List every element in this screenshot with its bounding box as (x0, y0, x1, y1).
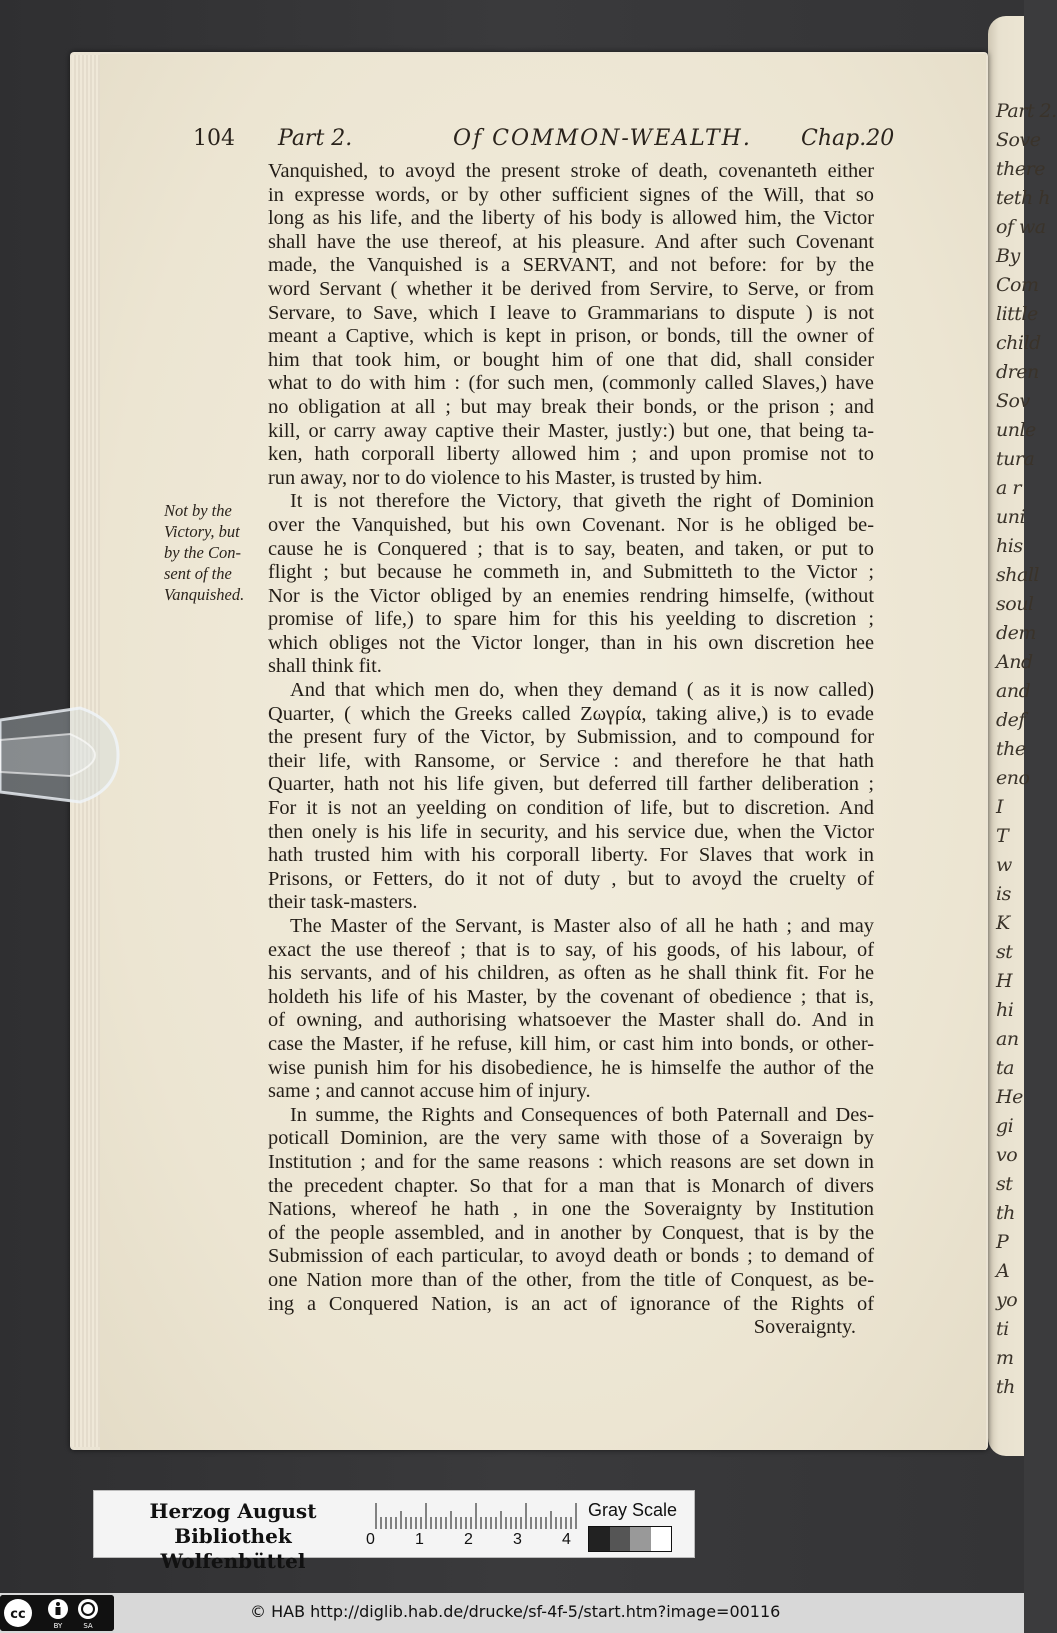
margin-note (164, 500, 260, 605)
facing-page-fragment: By (996, 245, 1020, 267)
text-line: in expresse words, or by other sufficient signes of the Will, that so (268, 183, 874, 206)
facing-page-text (996, 100, 1057, 1420)
ruler-number: 4 (562, 1531, 571, 1548)
text-line: promise of life,) to spare him for this his yeelding to discretion ; (268, 608, 874, 631)
facing-page-fragment: tura (996, 448, 1035, 470)
library-color-scale (93, 1490, 695, 1573)
text-line: case the Master, if he refuse, kill him, or cast him into bonds, or other- (268, 1032, 874, 1055)
facing-page-fragment: gi (996, 1115, 1014, 1137)
gray-swatch (630, 1527, 651, 1551)
copyright-url[interactable]: © HAB http://diglib.hab.de/drucke/sf-4f-5/start.htm?image=00116 (250, 1602, 781, 1621)
facing-page-fragment: T (996, 825, 1009, 847)
text-line: meant a Captive, which is kept in prison, or bonds, till the owner of (268, 325, 874, 348)
text-line: the precedent chapter. So that for a man that is Monarch of divers (268, 1174, 874, 1197)
book-title: Of COMMON-WEALTH. (453, 126, 752, 151)
gray-scale-label: Gray Scale (588, 1500, 678, 1520)
text-line: same ; and cannot accuse him of injury. (268, 1080, 591, 1103)
facing-page-fragment: dem (996, 622, 1036, 644)
facing-page-fragment: child (996, 332, 1041, 354)
text-line: ken, hath corporall liberty allowed him ; and upon promise not to (268, 443, 874, 466)
text-line: no obligation at all ; but may break their bonds, or the prison ; and (268, 395, 874, 418)
cc-by-sa-icon[interactable] (0, 1595, 114, 1631)
facing-page-fragment: st (996, 941, 1013, 963)
text-line: their life, with Ransome, or Service : and therefore he that hath (268, 749, 874, 772)
text-line: For it is not an yeelding on condition of life, but to discretion. And (268, 797, 874, 820)
part-label: Part 2. (278, 126, 353, 151)
facing-page-fragment: ti (996, 1318, 1009, 1340)
facing-page-fragment: ta (996, 1057, 1014, 1079)
svg-text:BY: BY (53, 1622, 63, 1630)
text-line: exact the use thereof ; that is to say, of his goods, of his labour, of (268, 938, 874, 961)
facing-page-fragment: uni (996, 506, 1026, 528)
text-line: Quarter, hath not his life given, but deferred till farther deliberation ; (268, 773, 874, 796)
facing-page-fragment: Sov (996, 390, 1030, 412)
margin-note-line: sent of the (164, 564, 232, 583)
text-line: made, the Vanquished is a SERVANT, and not before: for by the (268, 254, 874, 277)
margin-note-line: Not by the (164, 501, 232, 520)
text-line: It is not therefore the Victory, that giveth the right of Dominion (290, 490, 874, 513)
text-line: Prisons, or Fetters, do it not of duty , but to avoyd the cruelty of (268, 867, 874, 890)
page-clip (0, 700, 122, 810)
facing-page-fragment: He (996, 1086, 1023, 1108)
facing-page-fragment: Com (996, 274, 1039, 296)
facing-page-fragment: And (996, 651, 1033, 673)
text-line: over the Vanquished, but his own Covenant. Nor is he obliged be- (268, 513, 874, 536)
facing-page-fragment: H (996, 970, 1013, 992)
text-line: word Servant ( whether it be derived from Servire, to Serve, or from (268, 277, 874, 300)
text-line: holdeth his life of his Master, by the covenant of obedience ; that is, (268, 985, 874, 1008)
text-line: of the people assembled, and in another by Conquest, that is by the (268, 1221, 874, 1244)
margin-note-line: by the Con- (164, 543, 241, 562)
text-line: shall have the use thereof, at his pleasure. And after such Covenant (268, 230, 874, 253)
facing-page-fragment: teth h (996, 187, 1051, 209)
facing-page-fragment: Part 2. (996, 100, 1057, 122)
text-line: Vanquished, to avoyd the present stroke of death, covenanteth either (268, 160, 874, 182)
body-text (268, 160, 874, 1340)
ruler (372, 1501, 582, 1529)
margin-note-line: Victory, but (164, 522, 240, 541)
facing-page-fragment: is (996, 883, 1011, 905)
facing-page-fragment: and (996, 680, 1031, 702)
facing-page-fragment: vo (996, 1144, 1018, 1166)
facing-page-fragment: K (996, 912, 1010, 934)
text-line: cause he is Conquered ; that is to say, beaten, and taken, or put to (268, 537, 874, 560)
facing-page-fragment: there (996, 158, 1045, 180)
library-name-line1: Herzog August Bibliothek (149, 1499, 317, 1548)
running-head (193, 126, 895, 156)
text-line: In summe, the Rights and Consequences of both Paternall and Des- (290, 1103, 874, 1126)
text-line: run away, nor to do violence to his Master, is trusted by him. (268, 466, 763, 489)
facing-page-fragment: the (996, 738, 1026, 760)
facing-page-fragment: his (996, 535, 1023, 557)
text-line: Servare, to Save, which I leave to Grammarians to dispute ) is not (268, 301, 874, 324)
text-line: the present fury of the Victor, by Submission, and to compound for (268, 726, 874, 749)
library-name-line2: Wolfenbüttel (160, 1549, 306, 1573)
facing-page-fragment: P (996, 1231, 1009, 1253)
facing-page-fragment: hi (996, 999, 1014, 1021)
gray-swatch (610, 1527, 631, 1551)
library-name (108, 1499, 358, 1574)
text-line: Quarter, ( which the Greeks called Ζωγρία, taking alive,) is to evade (268, 702, 874, 725)
facing-page-fragment: shall (996, 564, 1039, 586)
text-line: their task-masters. (268, 891, 418, 914)
text-line: ing a Conquered Nation, is an act of ignorance of the Rights of (268, 1292, 874, 1315)
text-line: which obliges not the Victor longer, than in his own discretion hee (268, 631, 874, 654)
margin-note-line: Vanquished. (164, 585, 245, 604)
facing-page-fragment: m (996, 1347, 1014, 1369)
facing-page-fragment: soul (996, 593, 1034, 615)
page-number: 104 (193, 126, 235, 151)
facing-page-fragment: little (996, 303, 1038, 325)
text-line: of owning, and authorising whatsoever the Master shall do. And in (268, 1009, 874, 1032)
facing-page-fragment: of wa (996, 216, 1046, 238)
text-line: poticall Dominion, are the very same with those of a Soveraign by (268, 1127, 874, 1150)
facing-page-fragment: w (996, 854, 1012, 876)
text-line: long as his life, and the liberty of his body is allowed him, the Victor (268, 207, 874, 230)
ruler-number: 2 (464, 1531, 473, 1548)
text-line: Nations, whereof he hath , in one the Soveraignty by Institution (268, 1198, 874, 1221)
text-line: shall think fit. (268, 655, 382, 678)
facing-page-fragment: I (996, 796, 1004, 818)
svg-text:SA: SA (83, 1622, 93, 1630)
text-line: Soveraignty. (753, 1316, 856, 1339)
gray-swatch (651, 1527, 672, 1551)
text-line: Nor is the Victor obliged by an enemies rendring himselfe, (without (268, 584, 874, 607)
facing-page-fragment: th (996, 1202, 1015, 1224)
ruler-number: 1 (415, 1531, 424, 1548)
text-line: Institution ; and for the same reasons : which reasons are set down in (268, 1150, 874, 1173)
facing-page-fragment: yo (996, 1289, 1018, 1311)
facing-page-fragment: th (996, 1376, 1015, 1398)
chapter-label: Chap.20 (801, 126, 895, 151)
text-line: Submission of each particular, to avoyd death or bonds ; to demand of (268, 1245, 874, 1268)
facing-page-fragment: a r (996, 477, 1021, 499)
text-line: what to do with him : (for such men, (commonly called Slaves,) have (268, 372, 874, 395)
text-line: The Master of the Servant, is Master also of all he hath ; and may (290, 915, 874, 937)
text-line: wise punish him for his disobedience, he is himselfe the author of the (268, 1056, 874, 1079)
text-line: flight ; but because he commeth in, and Submitteth to the Victor ; (268, 561, 874, 584)
facing-page-fragment: an (996, 1028, 1019, 1050)
text-line: his servants, and of his children, as often as he shall think fit. For he (268, 962, 874, 985)
facing-page-fragment: unle (996, 419, 1036, 441)
svg-text:cc: cc (10, 1607, 26, 1622)
gray-scale-swatches (588, 1526, 672, 1552)
footer-bar (0, 1593, 1024, 1633)
ruler-number: 0 (366, 1531, 375, 1548)
facing-page-fragment: dren (996, 361, 1039, 383)
facing-page-fragment: Sove (996, 129, 1041, 151)
facing-page-fragment: st (996, 1173, 1013, 1195)
text-line: And that which men do, when they demand ( as it is now called) (290, 679, 874, 702)
facing-page-fragment: A (996, 1260, 1010, 1282)
text-line: kill, or carry away captive their Master, justly:) but one, that being ta- (268, 419, 874, 442)
text-line: one Nation more than of the other, from the title of Conquest, as be- (268, 1268, 874, 1291)
text-line: then onely is his life in security, and his service due, when the Victor (268, 820, 874, 843)
text-line: him that took him, or bought him of one that did, shall consider (268, 348, 874, 371)
text-line: hath trusted him with his corporall liberty. For Slaves that work in (268, 844, 874, 867)
facing-page-fragment: def (996, 709, 1025, 731)
facing-page-fragment: eno (996, 767, 1030, 789)
gray-swatch (589, 1527, 610, 1551)
ruler-number: 3 (513, 1531, 522, 1548)
